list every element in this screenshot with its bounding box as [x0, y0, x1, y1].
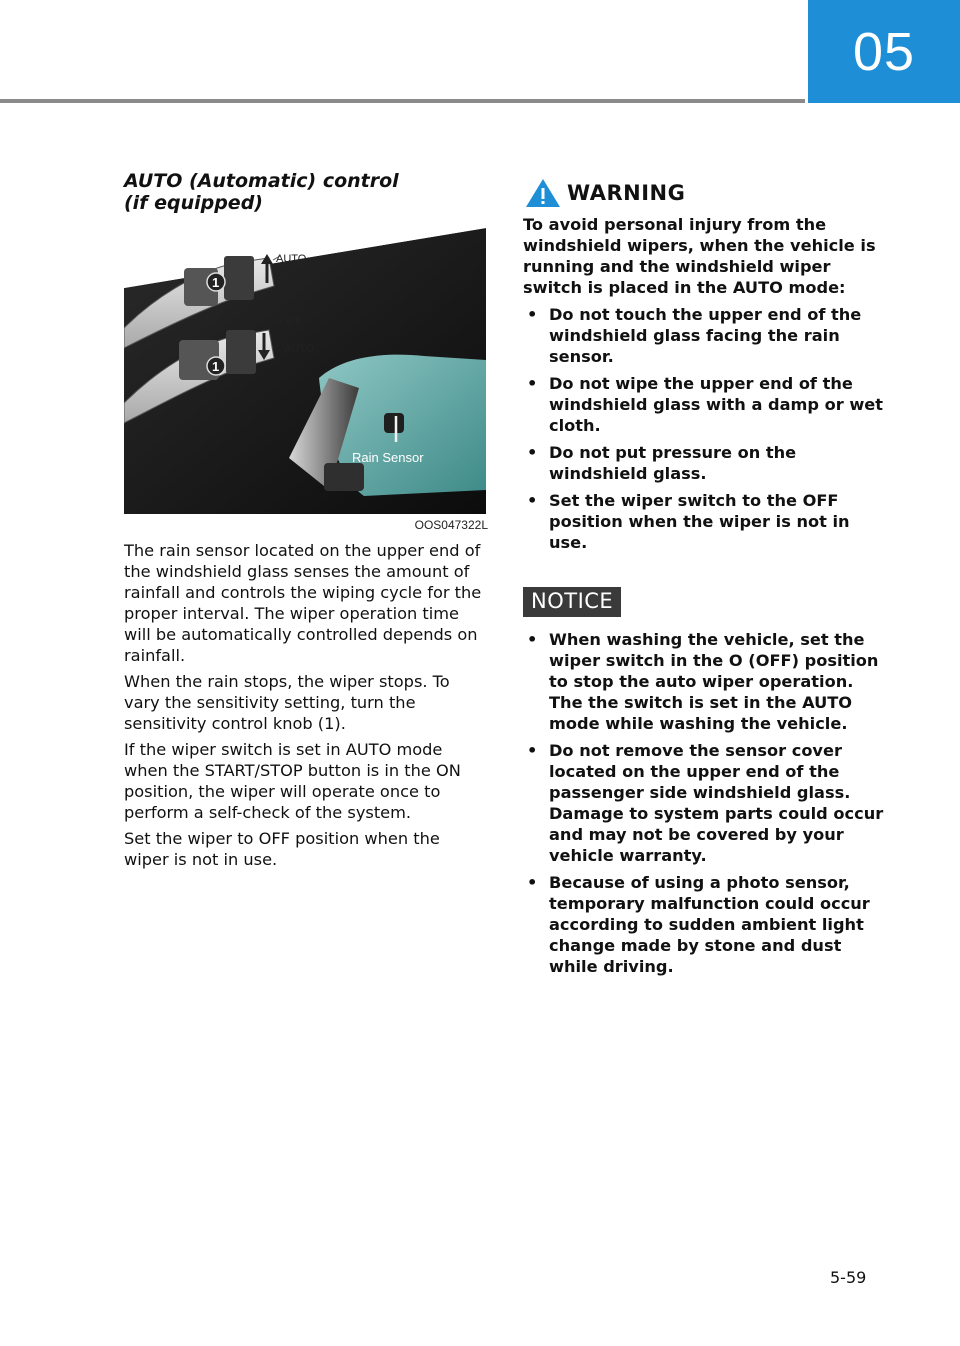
knob-label-lower: 1 — [212, 359, 220, 374]
notice-item: • When washing the vehicle, set the wiper switch in the O (OFF) position to stop the auto wiper operation. The the switch is set in the AUTO mode while washing the vehicle. — [527, 630, 879, 733]
warning-triangle-icon — [523, 176, 563, 210]
notice-badge: NOTICE — [523, 587, 621, 617]
left-column — [124, 170, 488, 875]
bullet: • — [527, 873, 538, 892]
chapter-number: 05 — [852, 21, 916, 82]
bullet: • — [527, 741, 538, 760]
wiper-illustration — [124, 228, 486, 514]
notice-list — [523, 629, 887, 977]
header-rule — [0, 99, 805, 103]
right-column — [523, 176, 887, 983]
label-o: O — [282, 277, 291, 289]
wiper-figure — [124, 228, 486, 514]
knob-label-upper: 1 — [212, 275, 220, 290]
warning-item: • Set the wiper switch to the OFF position when the wiper is not in use. — [527, 491, 850, 552]
warning-item: • Do not wipe the upper end of the windshield glass with a damp or wet cloth. — [527, 374, 884, 435]
label-auto-top: AUTO — [276, 253, 307, 265]
label-off: OFF — [280, 316, 302, 328]
warning-title: WARNING — [567, 181, 686, 205]
warning-header — [523, 176, 887, 210]
figure-code: OOS047322L — [414, 518, 488, 532]
warning-list — [523, 304, 887, 553]
bullet: • — [527, 305, 538, 324]
bullet: • — [527, 630, 538, 649]
warning-item: • Do not put pressure on the windshield glass. — [527, 443, 797, 483]
warning-intro: To avoid personal injury from the windshield wipers, when the vehicle is running and the windshield wiper switch is placed in the AUTO mode: — [523, 215, 876, 297]
section-title-line1: AUTO (Automatic) control — [124, 170, 399, 192]
bullet: • — [527, 443, 538, 462]
paragraph-2: When the rain stops, the wiper stops. To vary the sensitivity setting, turn the sensitivity control knob (1). — [124, 672, 450, 733]
notice-item: • Because of using a photo sensor, temporary malfunction could occur according to sudden ambient light change made by stone and dust while driving. — [527, 873, 870, 976]
label-rain-sensor: Rain Sensor — [352, 450, 424, 465]
warning-item: • Do not touch the upper end of the windshield glass facing the rain sensor. — [527, 305, 862, 366]
label-auto-bottom: AUTO — [284, 343, 315, 355]
bullet: • — [527, 374, 538, 393]
paragraph-1: The rain sensor located on the upper end of the windshield glass senses the amount of rainfall and controls the wiping cycle for the proper interval. The wiper operation time will be automatically controlled depends on rainfall. — [124, 541, 482, 665]
section-title-line2: (if equipped) — [124, 192, 263, 214]
chapter-tab — [808, 0, 960, 103]
section-title — [124, 170, 488, 214]
notice-item: • Do not remove the sensor cover located on the upper end of the passenger side windshield glass. Damage to system parts could occur and may not be covered by your vehicle warranty. — [527, 741, 884, 865]
bullet: • — [527, 491, 538, 510]
paragraph-3: If the wiper switch is set in AUTO mode when the START/STOP button is in the ON position, the wiper will operate once to perform a self-check of the system. — [124, 740, 461, 822]
paragraph-4: Set the wiper to OFF position when the wiper is not in use. — [124, 829, 440, 869]
page-number: 5-59 — [830, 1268, 867, 1287]
